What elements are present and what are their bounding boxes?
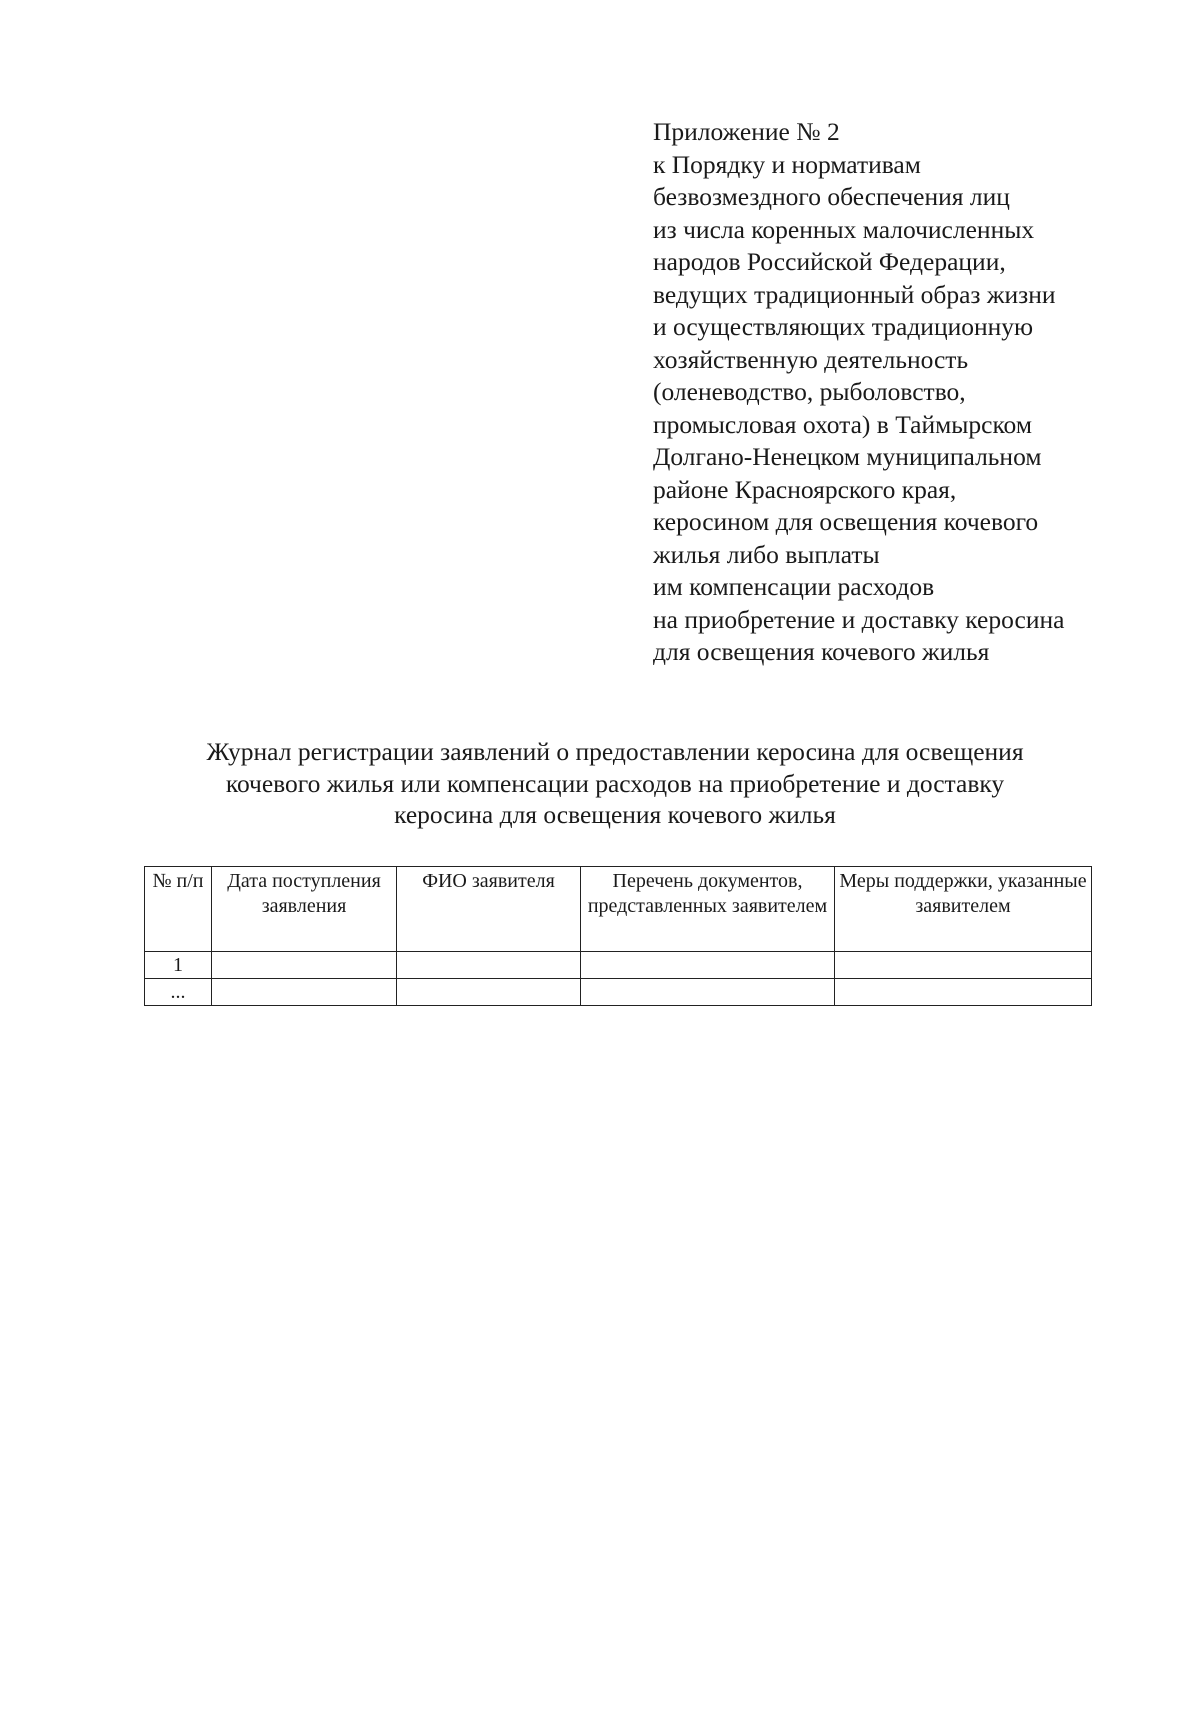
- registration-table: [144, 866, 1092, 1006]
- table-header-row: [145, 867, 1092, 952]
- header-support-measures: Меры поддержки, указанные заявителем: [835, 867, 1092, 952]
- appendix-line: районе Красноярского края,: [653, 474, 957, 504]
- appendix-line: им компенсации расходов: [653, 572, 935, 601]
- table-cell: [581, 979, 835, 1006]
- header-applicant-name: ФИО заявителя: [397, 867, 581, 952]
- appendix-line: Долгано-Ненецком муниципальном: [653, 442, 1042, 471]
- table-row: [145, 979, 1092, 1006]
- table-cell: [581, 952, 835, 979]
- appendix-line: жилья либо выплаты: [653, 539, 880, 569]
- journal-title: [130, 736, 1100, 831]
- table-cell: [835, 952, 1092, 979]
- table-cell: 1: [145, 952, 212, 979]
- appendix-line: керосином для освещения кочевого: [653, 507, 1039, 536]
- journal-title-line: Журнал регистрации заявлений о предоставлении керосина для освещения: [206, 737, 1024, 766]
- table-cell: [212, 952, 397, 979]
- journal-title-line: керосина для освещения кочевого жилья: [394, 800, 836, 829]
- appendix-line: промысловая охота) в Таймырском: [653, 409, 1032, 439]
- journal-title-line: кочевого жилья или компенсации расходов на приобретение и доставку: [225, 768, 1005, 798]
- appendix-line: (оленеводство, рыболовство,: [653, 377, 966, 406]
- appendix-line: для освещения кочевого жилья: [653, 637, 990, 666]
- table-cell: [397, 952, 581, 979]
- header-number: № п/п: [145, 867, 212, 952]
- table-cell: ...: [145, 979, 212, 1006]
- appendix-line: народов Российской Федерации,: [653, 247, 1006, 276]
- table-cell: [397, 979, 581, 1006]
- header-date: Дата поступления заявления: [212, 867, 397, 952]
- appendix-line: из числа коренных малочисленных: [653, 214, 1035, 244]
- table-cell: [212, 979, 397, 1006]
- appendix-line: на приобретение и доставку керосина: [653, 604, 1065, 634]
- appendix-line: безвозмездного обеспечения лиц: [653, 182, 1010, 211]
- appendix-line: ведущих традиционный образ жизни: [653, 279, 1056, 309]
- header-documents: Перечень документов, представленных заявителем: [581, 867, 835, 952]
- appendix-line: Приложение № 2: [653, 117, 840, 146]
- appendix-line: и осуществляющих традиционную: [653, 312, 1034, 341]
- appendix-line: к Порядку и нормативам: [653, 149, 921, 179]
- table-row: [145, 952, 1092, 979]
- appendix-line: хозяйственную деятельность: [653, 344, 969, 374]
- table-cell: [835, 979, 1092, 1006]
- appendix-header: [653, 116, 1173, 669]
